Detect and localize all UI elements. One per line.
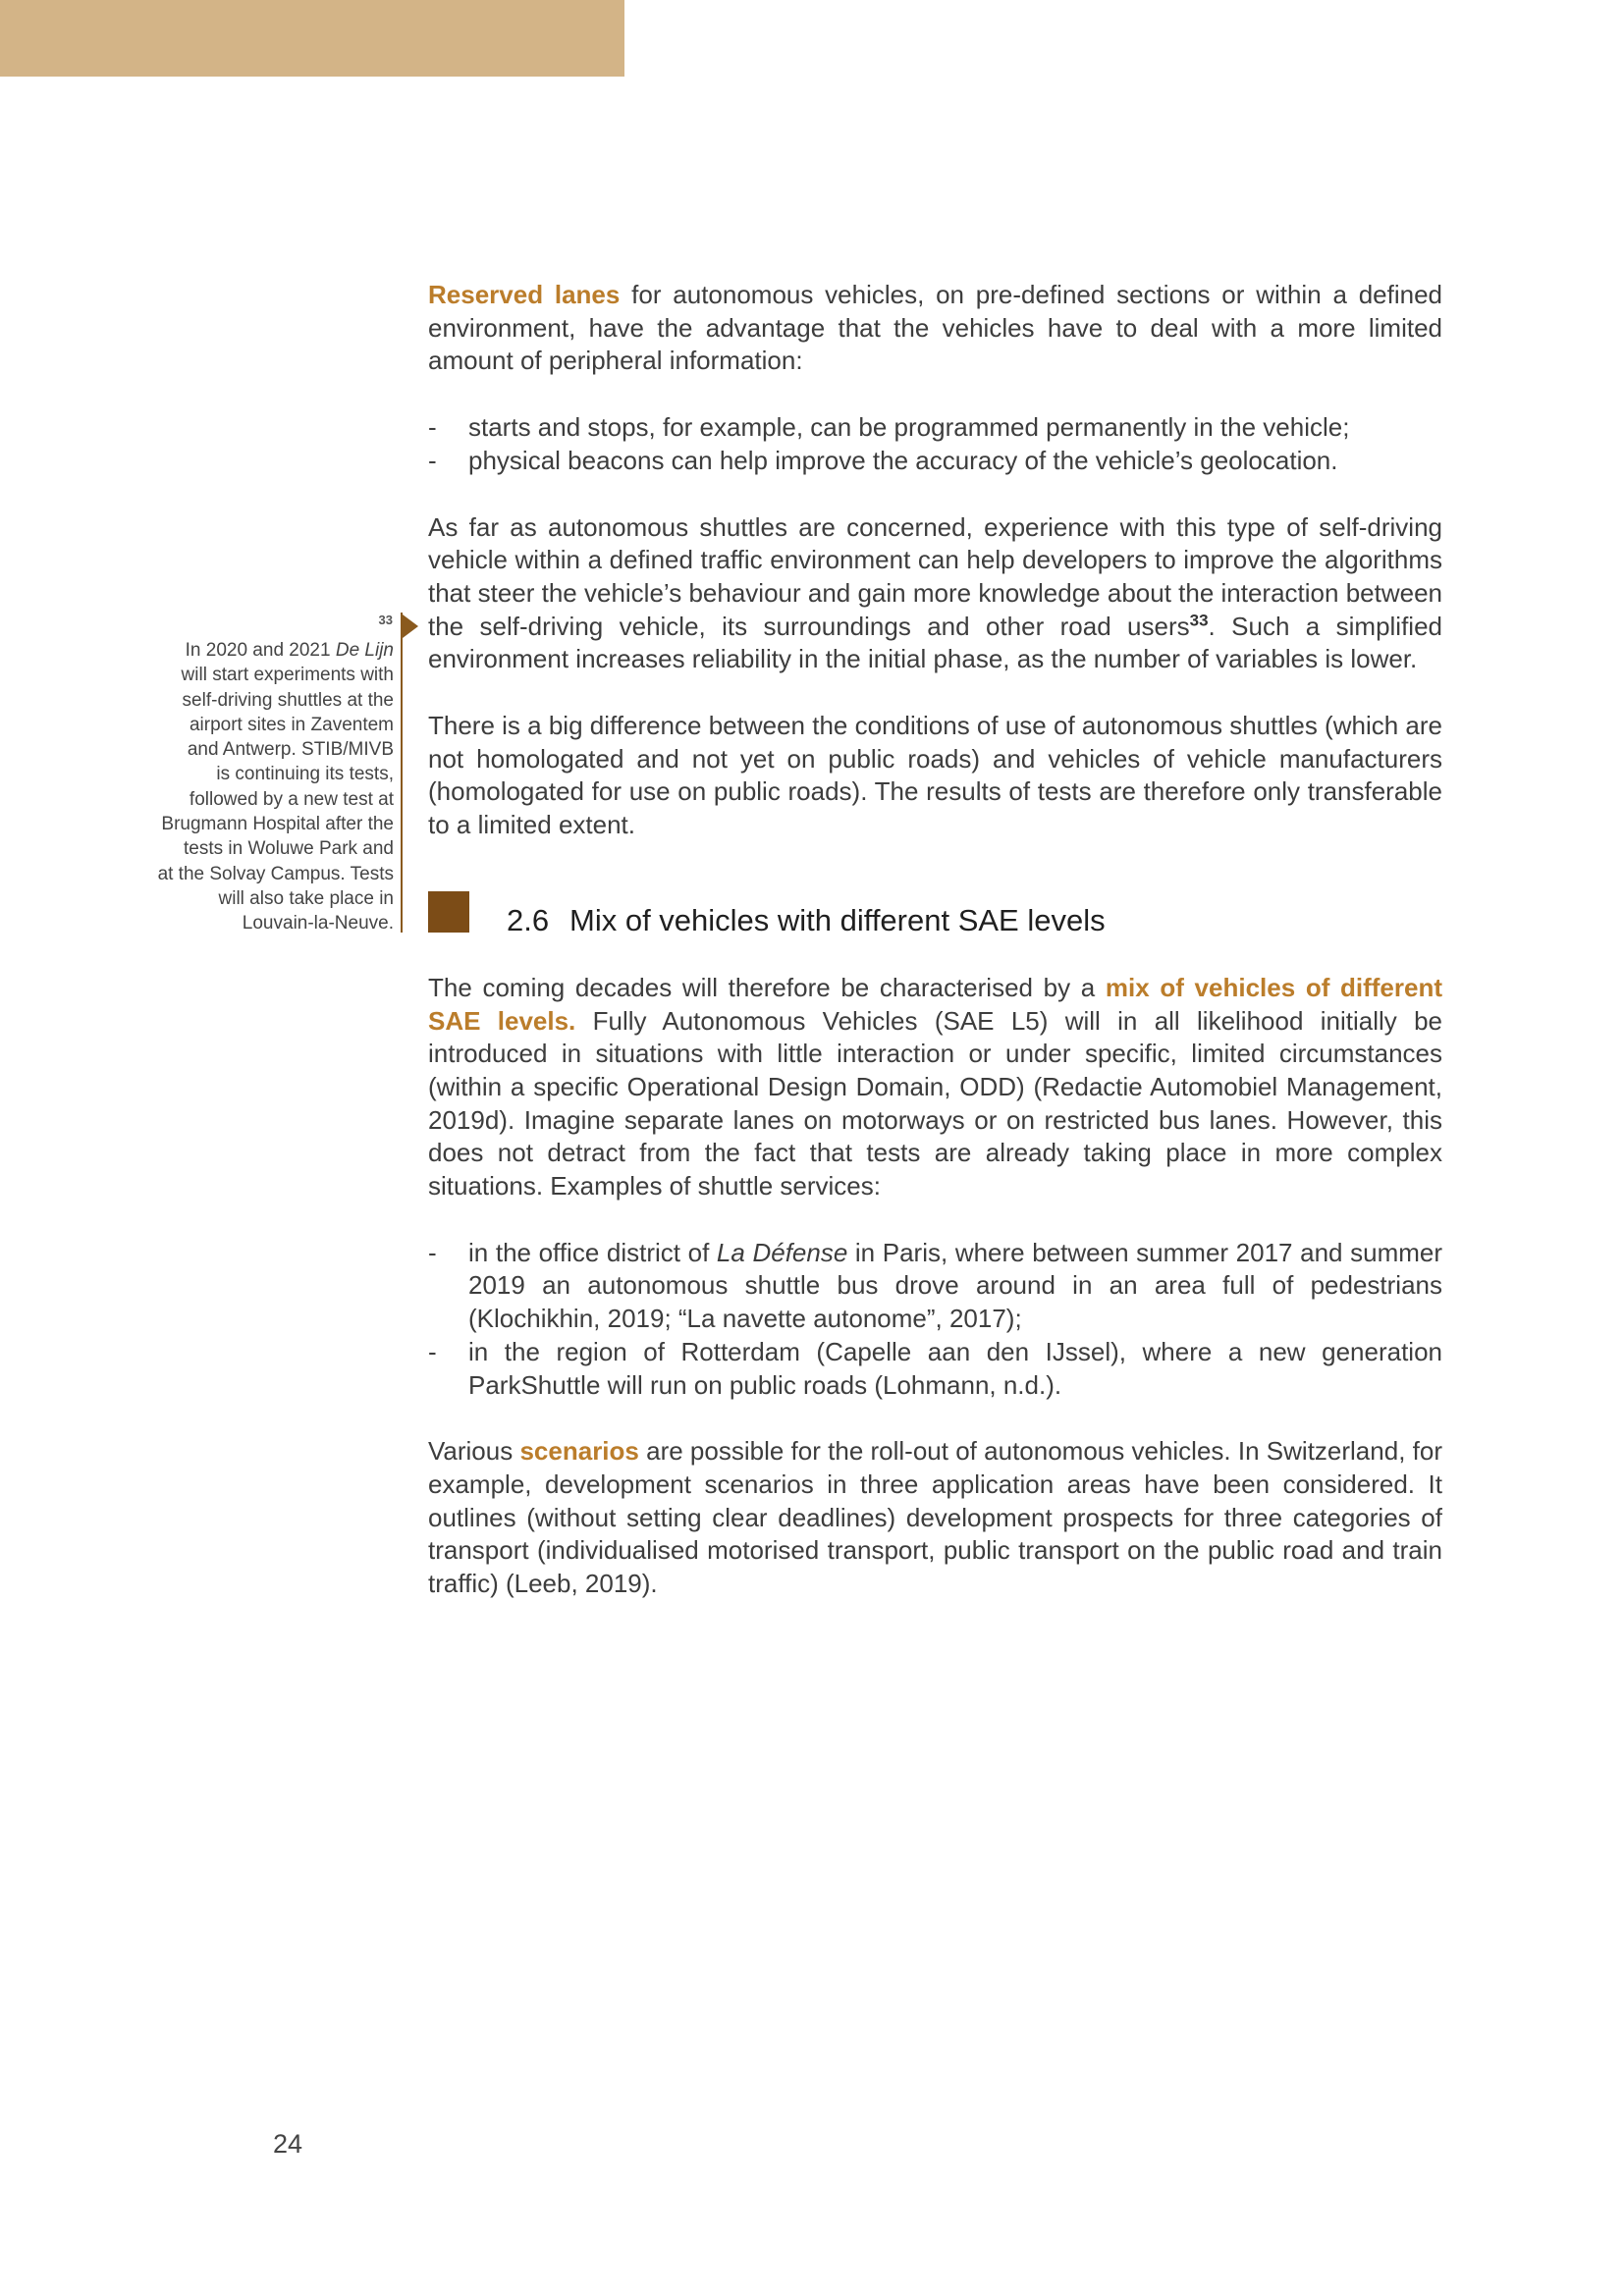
margin-note-line [98,638,394,663]
margin-note [98,638,394,936]
paragraph-reserved-lanes [428,279,1442,378]
list-item-text: in Paris, where between summer 2017 and summer 2019 an autonomous shuttle bus drove around in an area full of pedestrians (Klochikhin, 2019; “La navette autonome”, 2017); [468,1237,1443,1334]
dash-marker: - [428,445,437,475]
paragraph-text: Various [428,1436,520,1467]
list-item-text: starts and stops, for example, can be programmed permanently in the vehicle; [468,412,1350,443]
margin-note-line: Louvain-la-Neuve. [242,913,394,934]
dash-marker: - [428,1237,437,1267]
margin-note-line: tests in Woluwe Park and [183,838,394,860]
margin-note-line: will also take place in [218,887,394,909]
dash-marker: - [428,1336,437,1366]
section-square-icon [428,891,469,933]
paragraph-text: As far as autonomous shuttles are concerned, experience with this type of self-driving vehicle within a defined traffic environment can help developers to improve the algorithms that steer the vehicle’s behaviour and gain more knowledge about the interaction between the self-driving vehicle, its surroundings and other road users [428,511,1442,641]
dash-marker: - [428,412,437,443]
paragraph-scenarios [428,1435,1442,1601]
highlight-term: scenarios [519,1436,639,1467]
list-item-text: physical beacons can help improve the accuracy of the vehicle’s geolocation. [468,445,1338,475]
margin-note-text: In 2020 and 2021 [185,640,336,661]
margin-note-line: at the Solvay Campus. Tests [157,863,394,884]
list-item [428,411,1442,445]
margin-note-italic: De Lijn [335,640,394,661]
paragraph-text: for autonomous vehicles, on pre-defined sections or within a defined environment, have the advantage that the vehicles have to deal with a more limited amount of peripheral information: [428,280,1442,376]
bullet-list-shuttle-services [428,1237,1442,1403]
margin-note-line: will start experiments with [181,665,394,686]
section-number: 2.6 [507,902,550,937]
paragraph-text: The coming decades will therefore be characterised by a [428,972,1106,1002]
paragraph-mix-of-vehicles [428,972,1442,1203]
margin-note-line: followed by a new test at [189,788,394,810]
margin-note-pointer-icon [403,614,418,638]
list-item-text: in the region of Rotterdam (Capelle aan den IJssel), where a new generation ParkShuttle will run on public roads (Lohmann, n.d.). [468,1336,1442,1400]
section-title: Mix of vehicles with different SAE levels [569,902,1106,937]
paragraph-text: Fully Autonomous Vehicles (SAE L5) will in all likelihood initially be introduced in situations with little interaction or under specific, limited circumstances (within a specific Operational Design Domain, ODD) (Redactie Automobiel Management, 2019d). Imagine separate lanes on motorways or on restricted bus lanes. However, this does not detract from the fact that tests are already taking place in more complex situations. Examples of shuttle services: [428,1005,1442,1201]
list-item [428,1336,1442,1402]
margin-note-line: self-driving shuttles at the [182,689,394,711]
paragraph-autonomous-shuttles [428,511,1442,677]
highlight-term: Reserved lanes [428,280,621,309]
margin-note-line: and Antwerp. STIB/MIVB [187,739,394,761]
page-number: 24 [273,2129,303,2159]
list-item [428,1237,1442,1336]
paragraph-text: are possible for the roll-out of autonomous vehicles. In Switzerland, for example, development scenarios in three application areas have been considered. It outlines (without setting clear deadlines) development prospects for three categories of transport (individualised motorised transport, public transport on the public road and train traffic) (Leeb, 2019). [428,1436,1442,1599]
header-color-band [0,0,624,77]
footnote-reference: 33 [1189,610,1209,629]
highlight-term: mix of vehicles of different SAE levels. [428,972,1443,1036]
list-item [428,445,1442,478]
margin-note-line: Brugmann Hospital after the [161,814,394,835]
margin-note-rule [401,613,403,933]
margin-note-line: is continuing its tests, [216,764,394,785]
section-heading [428,897,1442,944]
paragraph-text: . Such a simplified environment increases reliability in the initial phase, as the number of variables is lower. [428,611,1442,674]
list-item-text: in the office district of [468,1237,717,1267]
margin-note-line: airport sites in Zaventem [189,714,394,735]
list-item-italic: La Défense [716,1237,848,1267]
bullet-list-reserved-lanes [428,411,1442,477]
main-text-column [428,279,1442,1634]
margin-footnote-number: 33 [378,613,393,627]
paragraph-conditions-of-use: There is a big difference between the conditions of use of autonomous shuttles (which are not homologated and not yet on public roads) and vehicles of vehicle manufacturers (homologated for use on public roads). The results of tests are therefore only transferable to a limited extent. [428,711,1442,840]
